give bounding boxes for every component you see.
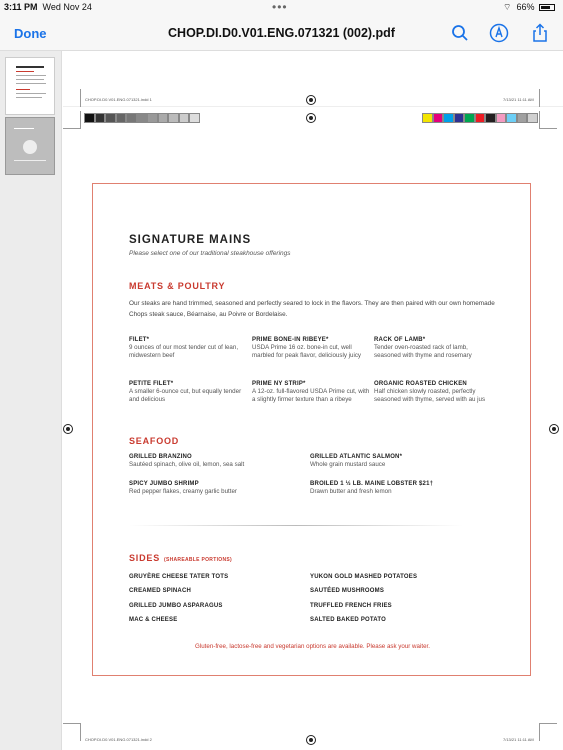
gray-swatch	[84, 113, 95, 123]
seafood-heading: SEAFOOD	[129, 436, 180, 446]
markup-pen-icon[interactable]	[488, 22, 510, 44]
sides-heading: SIDES (SHAREABLE PORTIONS)	[129, 553, 232, 563]
menu-item: PETITE FILET* A smaller 6-ounce cut, but equally tender and delicious	[129, 381, 242, 403]
gray-swatch	[126, 113, 137, 123]
color-swatch	[485, 113, 496, 123]
menu-item: GRILLED BRANZINO Sautéed spinach, olive oil, lemon, sea salt	[129, 454, 245, 468]
menu-item: ORGANIC ROASTED CHICKEN Half chicken slowly roasted, perfectly seasoned with thyme, served with au jus	[374, 381, 486, 403]
side-item: GRILLED JUMBO ASPARAGUS	[129, 603, 223, 609]
page-slug: CHOP.DI.D0.V01.ENG.071321.indd 2	[85, 737, 152, 742]
document-title: CHOP.DI.D0.V01.ENG.071321 (002).pdf	[168, 26, 395, 40]
side-item: CREAMED SPINACH	[129, 588, 192, 594]
page-slug-time: 7/13/21 11:11 AM	[503, 737, 534, 742]
menu-subtitle: Please select one of our traditional steakhouse offerings	[129, 250, 291, 257]
crop-mark	[539, 723, 557, 741]
registration-mark	[306, 113, 316, 123]
battery-percent: 66%	[516, 2, 535, 12]
color-swatch	[454, 113, 465, 123]
menu-item: BROILED 1 ½ LB. MAINE LOBSTER $21† Drawn butter and fresh lemon	[310, 481, 434, 495]
gray-swatch	[189, 113, 200, 123]
gray-swatch	[168, 113, 179, 123]
side-item: SALTED BAKED POTATO	[310, 617, 387, 623]
gray-swatch	[95, 113, 106, 123]
menu-item: SPICY JUMBO SHRIMP Red pepper flakes, creamy garlic butter	[129, 481, 237, 495]
crop-mark	[63, 89, 81, 107]
crop-mark	[63, 111, 81, 129]
color-swatch	[527, 113, 538, 123]
gray-swatch	[179, 113, 190, 123]
section-divider	[129, 525, 463, 526]
status-time-date: 3:11 PM Wed Nov 24	[4, 2, 92, 12]
side-item: MAC & CHEESE	[129, 617, 178, 623]
navigation-bar	[0, 16, 563, 51]
crop-mark	[539, 111, 557, 129]
color-swatch	[475, 113, 486, 123]
pdf-viewer[interactable]	[63, 51, 563, 750]
share-icon[interactable]	[529, 22, 551, 44]
color-swatch	[443, 113, 454, 123]
menu-item: FILET* 9 ounces of our most tender cut of lean, midwestern beef	[129, 337, 239, 359]
grayscale-bar	[84, 113, 200, 123]
previous-page-bottom	[63, 51, 563, 107]
gray-swatch	[147, 113, 158, 123]
gray-swatch	[137, 113, 148, 123]
color-swatch	[517, 113, 528, 123]
page-thumbnails-sidebar	[0, 51, 62, 750]
wifi-icon: ⌔	[502, 2, 512, 12]
side-item: TRUFFLED FRENCH FRIES	[310, 603, 392, 609]
menu-item: PRIME BONE-IN RIBEYE* USDA Prime 16 oz. bone-in cut, well marbled for peak flavor, deliciously juicy	[252, 337, 362, 359]
color-swatch	[422, 113, 433, 123]
color-bar	[422, 113, 538, 123]
sides-note: (SHAREABLE PORTIONS)	[164, 557, 232, 563]
menu-item: RACK OF LAMB* Tender oven-roasted rack of lamb, seasoned with thyme and rosemary	[374, 337, 472, 359]
side-item: YUKON GOLD MASHED POTATOES	[310, 574, 418, 580]
menu-item: GRILLED ATLANTIC SALMON* Whole grain mustard sauce	[310, 454, 403, 468]
page-thumbnail-1[interactable]	[5, 57, 55, 115]
gray-swatch	[105, 113, 116, 123]
gray-swatch	[116, 113, 127, 123]
page-thumbnail-2[interactable]	[5, 117, 55, 175]
dietary-footer: Gluten-free, lactose-free and vegetarian options are available. Please ask your waiter.	[195, 643, 430, 650]
status-right	[503, 2, 555, 13]
crop-mark	[539, 89, 557, 107]
page-slug-time: 7/13/21 11:11 AM	[503, 97, 534, 102]
registration-mark	[306, 735, 316, 745]
search-icon[interactable]	[449, 22, 471, 44]
meats-heading: MEATS & POULTRY	[129, 281, 226, 291]
done-button[interactable]: Done	[14, 26, 47, 41]
meats-intro: Our steaks are hand trimmed, seasoned and perfectly seared to lock in the flavors. They are then paired with our own homemade Chops steak sauce, Béarnaise, au Poivre or Bordelaise.	[129, 300, 495, 318]
registration-mark	[63, 424, 73, 434]
color-swatch	[464, 113, 475, 123]
menu-title: SIGNATURE MAINS	[129, 234, 252, 246]
battery-icon	[539, 4, 555, 11]
multitasking-dots[interactable]: •••	[272, 0, 288, 14]
registration-mark	[549, 424, 559, 434]
side-item: GRUYÈRE CHEESE TATER TOTS	[129, 574, 229, 580]
menu-page	[92, 183, 531, 676]
crop-mark	[63, 723, 81, 741]
menu-item: PRIME NY STRIP* A 12-oz. full-flavored USDA Prime cut, with a slightly firmer texture than a ribeye	[252, 381, 370, 403]
page-slug: CHOP.DI.D0.V01.ENG.071321.indd 1	[85, 97, 152, 102]
status-bar	[0, 0, 563, 16]
side-item: SAUTÉED MUSHROOMS	[310, 588, 385, 594]
registration-mark	[306, 95, 316, 105]
color-swatch	[433, 113, 444, 123]
color-swatch	[506, 113, 517, 123]
color-swatch	[496, 113, 507, 123]
gray-swatch	[158, 113, 169, 123]
